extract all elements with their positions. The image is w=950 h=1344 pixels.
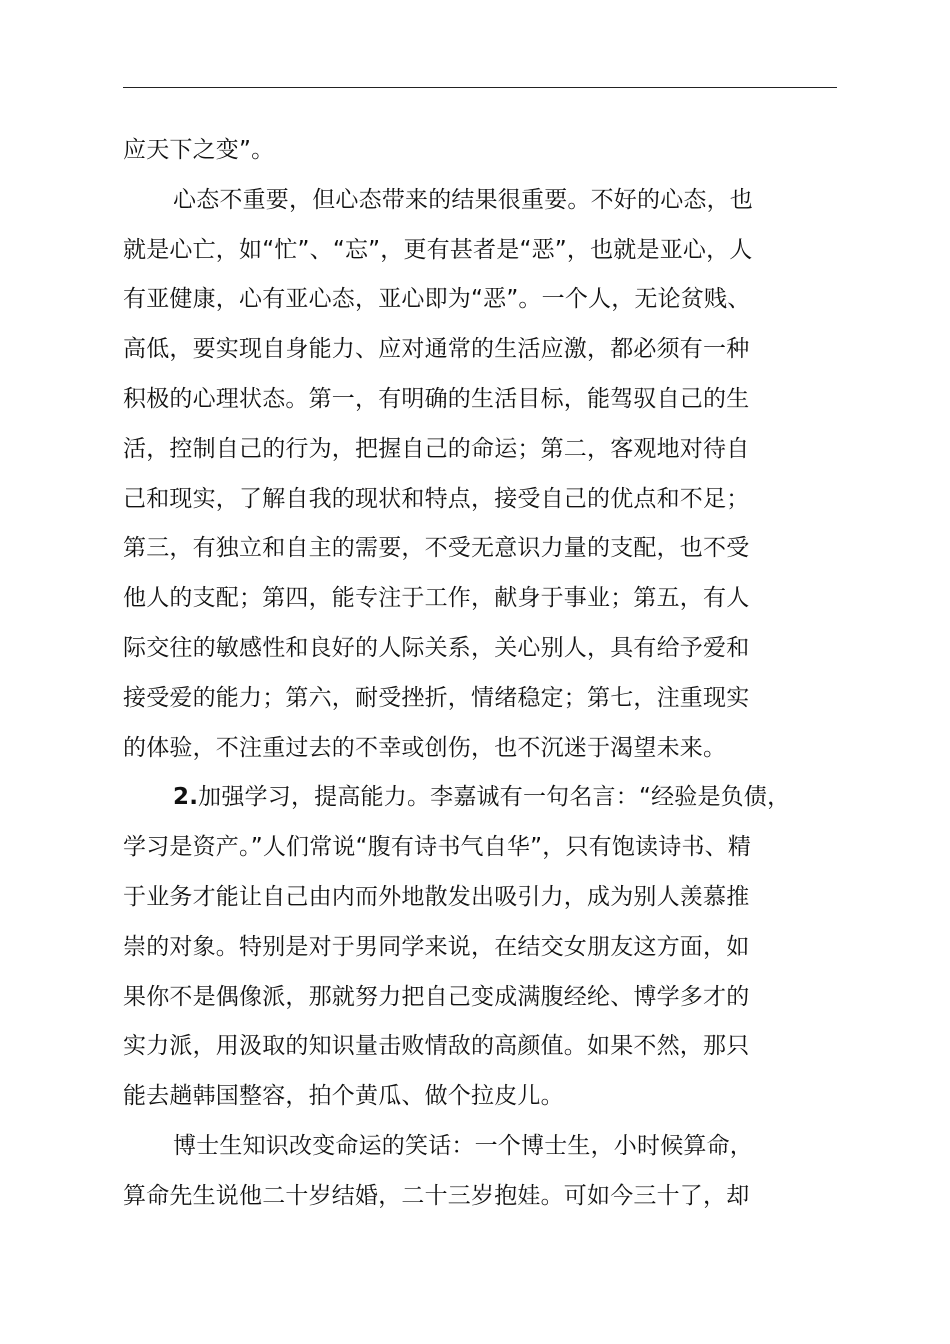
text-line: 果你不是偶像派，那就努力把自己变成满腹经纶、博学多才的	[123, 983, 750, 1010]
text-line: 活，控制自己的行为，把握自己的命运；第二，客观地对待自	[123, 435, 750, 462]
text-line: 实力派，用汲取的知识量击败情敌的高颜值。如果不然，那只	[123, 1033, 750, 1060]
section-number: 2.	[173, 784, 199, 811]
text-line: 能去趟韩国整容，拍个黄瓜、做个拉皮儿。	[123, 1083, 564, 1110]
header-rule	[123, 87, 837, 88]
text-line: 的体验，不注重过去的不幸或创伤，也不沉迷于渴望未来。	[123, 734, 727, 761]
text-line: 应天下之变”。	[123, 137, 275, 163]
body-text	[123, 126, 847, 1222]
paragraph-start-line: 博士生知识改变命运的笑话：一个博士生，小时候算命，	[173, 1132, 753, 1159]
text-line: 己和现实，了解自我的现状和特点，接受自己的优点和不足；	[123, 485, 750, 512]
text-line: 高低，要实现自身能力、应对通常的生活应激，都必须有一种	[123, 336, 750, 363]
text-line: 崇的对象。特别是对于男同学来说，在结交女朋友这方面，如	[123, 933, 750, 960]
paragraph-start-line: 心态不重要，但心态带来的结果很重要。不好的心态，也	[173, 186, 753, 213]
section-heading-text: 加强学习，提高能力。李嘉诚有一句名言：“经验是负债，	[198, 784, 791, 811]
text-line: 接受爱的能力；第六，耐受挫折，情绪稳定；第七，注重现实	[123, 684, 750, 711]
text-line: 际交往的敏感性和良好的人际关系，关心别人，具有给予爱和	[123, 634, 750, 661]
text-line: 有亚健康，心有亚心态，亚心即为“恶”。一个人，无论贫贱、	[123, 286, 751, 313]
numbered-paragraph-line	[123, 773, 847, 823]
text-line: 于业务才能让自己由内而外地散发出吸引力，成为别人羡慕推	[123, 883, 750, 910]
text-line: 他人的支配；第四，能专注于工作，献身于事业；第五，有人	[123, 585, 750, 612]
text-line: 就是心亡，如“忙”、“忘”，更有甚者是“恶”，也就是亚心，人	[123, 236, 753, 263]
text-line: 积极的心理状态。第一，有明确的生活目标，能驾驭自己的生	[123, 385, 750, 412]
text-line: 学习是资产。”人们常说“腹有诗书气自华”，只有饱读诗书、精	[123, 834, 752, 861]
text-line: 第三，有独立和自主的需要，不受无意识力量的支配，也不受	[123, 535, 750, 562]
text-line: 算命先生说他二十岁结婚，二十三岁抱娃。可如今三十了，却	[123, 1182, 750, 1209]
